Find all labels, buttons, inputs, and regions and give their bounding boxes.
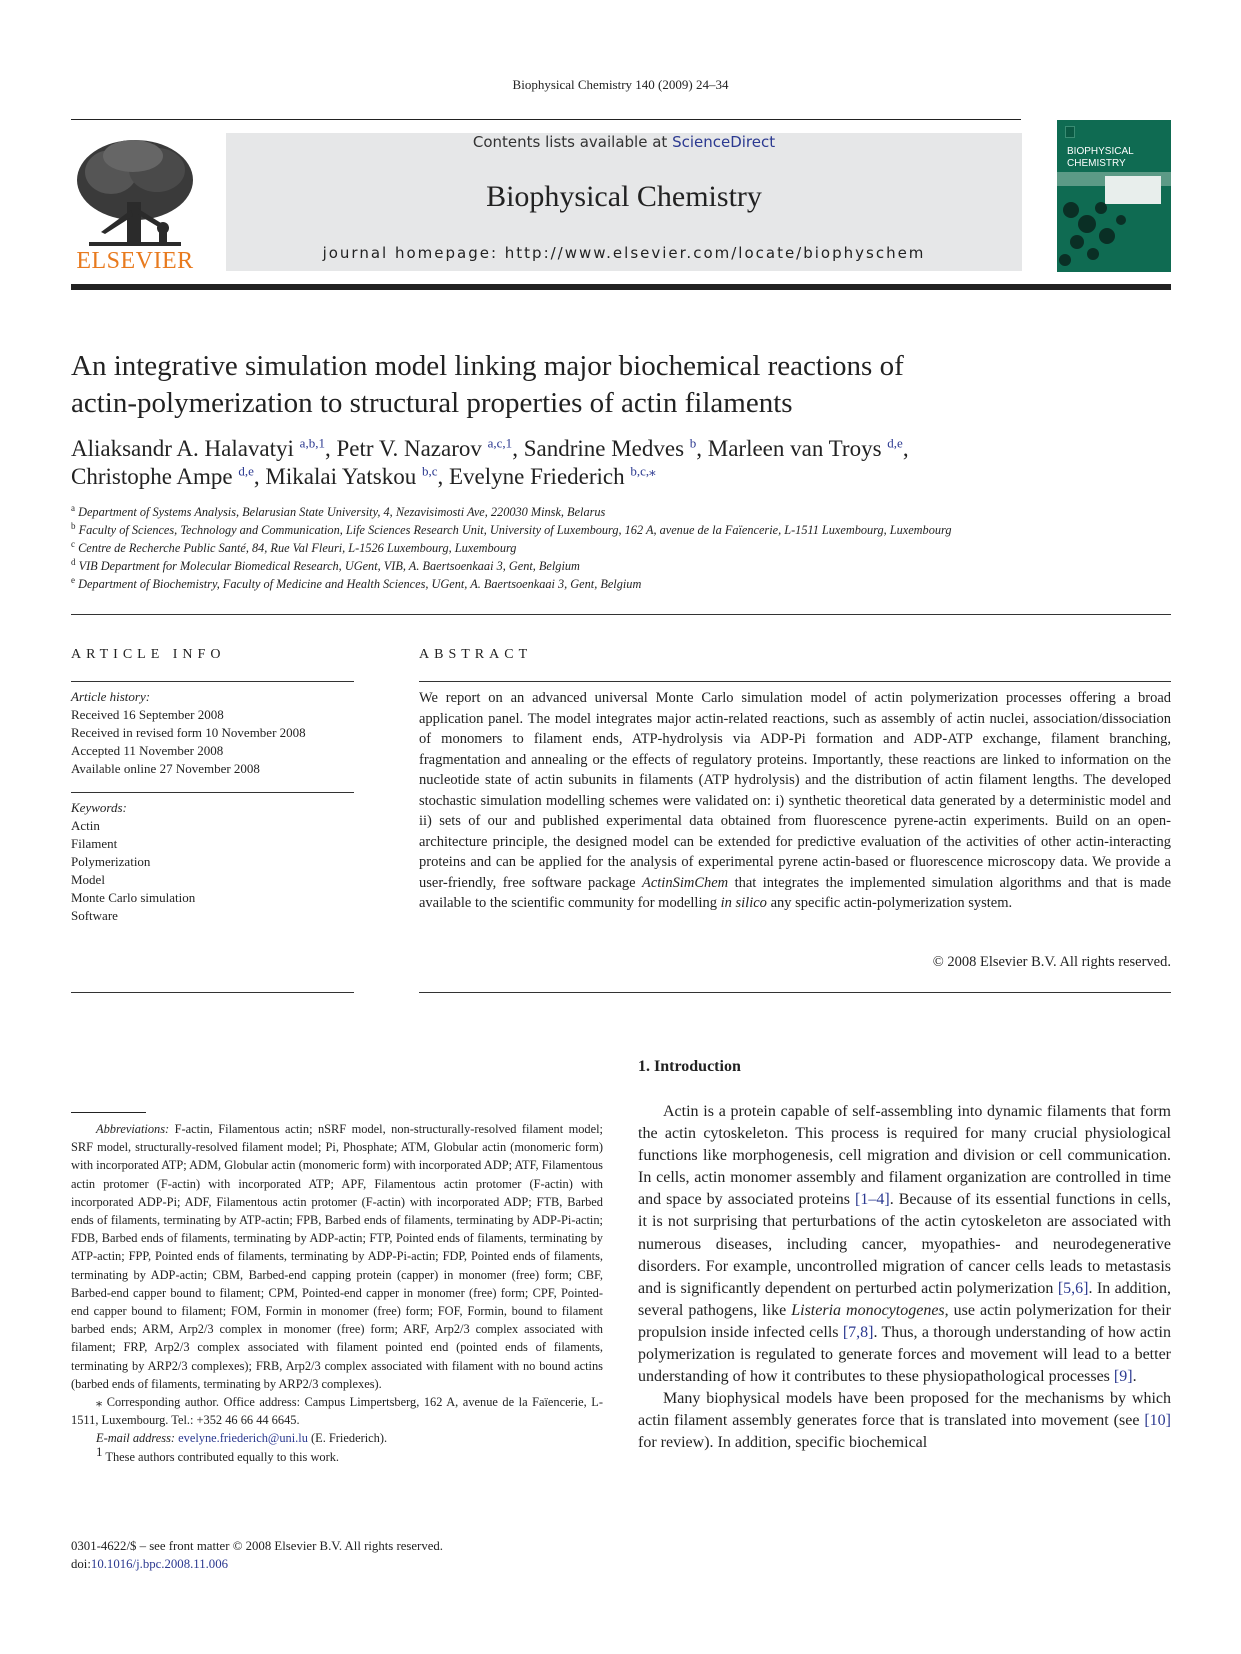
intro-paragraph-2 — [638, 1388, 1171, 1454]
affiliation-mark: c — [71, 538, 75, 549]
footnote-rule — [71, 1112, 146, 1113]
keyword-item: Monte Carlo simulation — [71, 890, 196, 905]
author-affil-mark[interactable]: d,e — [887, 435, 903, 451]
intro-text: , use actin polymerization for their propulsion inside infected cells — [638, 1301, 1171, 1341]
citation-link[interactable]: [1–4] — [855, 1191, 890, 1209]
intro-paragraph-1 — [638, 1101, 1171, 1388]
journal-title: Biophysical Chemistry — [486, 180, 762, 213]
affiliation-b — [71, 520, 1181, 538]
email-link[interactable]: evelyne.friederich@uni.lu — [178, 1431, 308, 1446]
history-received: Received 16 September 2008 — [71, 707, 224, 722]
corresponding-author-footnote: ⁎ Corresponding author. Office address: Campus Limpertsberg, 162 A, avenue de la Faïencerie, L-1511, Luxembourg. Tel.: +352 46 66 44 6645. — [71, 1395, 603, 1428]
doi-label: doi: — [71, 1557, 91, 1571]
abstract-body — [419, 688, 1171, 914]
equal-contribution-text: These authors contributed equally to this work. — [102, 1449, 340, 1464]
author-affil-mark[interactable]: d,e — [238, 463, 254, 479]
keywords-rule — [71, 792, 354, 793]
elsevier-wordmark: ELSEVIER — [76, 248, 194, 274]
author-affil-mark[interactable]: b,c — [421, 463, 438, 479]
article-info-bottom-rule — [71, 992, 354, 993]
footnote-mark: 1 — [96, 1443, 103, 1459]
author-name: Mikalai Yatskou — [265, 464, 417, 489]
title-line-1: An integrative simulation model linking major biochemical reactions of — [71, 350, 904, 382]
author-affil-mark[interactable]: b,c,⁎ — [630, 463, 656, 479]
contents-line — [226, 133, 1022, 151]
keyword-item: Polymerization — [71, 854, 151, 869]
affiliation-mark: b — [71, 520, 76, 531]
affiliation-mark: e — [71, 574, 75, 585]
keyword-item: Actin — [71, 818, 100, 833]
abstract-text: We report on an advanced universal Monte Carlo simulation model of actin polymerization processes offering a broad application panel. The model integrates major actin-related reactions, such as assembly of actin nuclei, association/dissociation of monomers to filament ends, ATP-hydrolysis via ADP-Pi formation and ADP-ATP exchange, filament branching, fragmentation and annealing or the effects of regulatory proteins. Importantly, these reactions are linked to information on the nucleotide state of actin subunits in filaments (ATP hydrolysis) and the distribution of actin filament lengths. The developed stochastic simulation modelling schemes were validated on: i) synthetic theoretical data generated by a deterministic model and ii) sets of our and published experimental data obtained from fluorescence pyrene-actin experiments. Build on an open-architecture principle, the designed model can be extended for predictive evaluation of the activities of other actin-interacting proteins and can be applied for the analysis of experimental pyrene actin-based or fluorescence microscopy data. We provide a user-friendly, free software package — [419, 690, 1171, 891]
article-info-rule — [71, 681, 354, 682]
keyword-item: Filament — [71, 836, 118, 851]
abstract-text: that integrates the implemented simulation algorithms and that is made available to the scientific community for modelling — [419, 874, 1172, 911]
software-name: ActinSimChem — [641, 874, 729, 891]
affiliation-rule — [71, 614, 1171, 615]
article-title — [71, 348, 1071, 422]
author-list-line-2: Christophe Ampe $^{d,e}$, Mikalai Yatskou $^{b,c}$, Evelyne Friederich $^{b,c,⁎}$ — [71, 463, 656, 489]
abbreviations-footnote — [71, 1120, 603, 1393]
running-head: Biophysical Chemistry 140 (2009) 24–34 — [512, 77, 729, 92]
history-online: Available online 27 November 2008 — [71, 761, 260, 776]
keyword-item: Software — [71, 908, 118, 923]
doi-line — [71, 1555, 603, 1573]
affiliation-text: Department of Systems Analysis, Belarusian State University, 4, Nezavisimosti Ave, 220030 Minsk, Belarus — [78, 505, 606, 519]
abbreviations-text: F-actin, Filamentous actin; nSRF model, non-structurally-resolved filament model; SRF model, structurally-resolved filament model; Pi, Phosphate; ATM, Globular actin (monomeric form) with incorporated ATP; ADM, Globular actin (monomeric form) with incorporated ADP; ATF, Filamentous actin protomer (F-actin) with incorporated ATP; APF, Filamentous actin protomer (F-actin) with incorporated ADP-Pi; ADF, Filamentous actin protomer (F-actin) with incorporated ADP; FTB, Barbed ends of filaments, terminating by ATP-actin; FPB, Barbed ends of filaments, terminating by ADP-Pi-actin; FDB, Barbed ends of filaments, terminating by ADP-actin; FTP, Pointed ends of filaments, terminating by ATP-actin; FPP, Pointed ends of filaments, terminating by ADP-Pi-actin; FDP, Pointed ends of filaments, terminating by ADP-actin; CBM, Barbed-end capping protein (capper) in monomer (free) form; CBF, Barbed-end capper bound to filament; CPM, Pointed-end capper in monomer (free) form; CPF, Pointed-end capper bound to filament; FOM, Formin in monomer (free) form; FOF, Formin, bound to filament barbed ends; ARM, Arp2/3 complex in monomer (free) form; ARF, Arp2/3 complex associated with filament; FRP, Arp2/3 complex associated with filament pointed end (pointed ends of filaments, terminating by ARP2/3 complexes); FRB, Arp2/3 complex associated with filament with no bound actins (barbed ends of filaments, terminating by ARP2/3 complexes). — [71, 1122, 603, 1391]
intro-heading: 1. Introduction — [638, 1058, 741, 1075]
journal-homepage-link[interactable]: journal homepage: http://www.elsevier.com/locate/biophyschem — [322, 244, 926, 262]
abstract-copyright: © 2008 Elsevier B.V. All rights reserved. — [932, 954, 1171, 970]
keyword-item: Model — [71, 872, 105, 887]
title-line-2: actin-polymerization to structural properties of actin filaments — [71, 387, 793, 419]
author-list-line-1: Aliaksandr A. Halavatyi $^{a,b,1}$, Petr V. Nazarov $^{a,c,1}$, Sandrine Medves $^b$, Marleen van Troys $^{d,e}$, — [71, 435, 909, 461]
sciencedirect-link[interactable]: ScienceDirect — [672, 133, 776, 151]
header-rule — [71, 119, 1021, 120]
history-label: Article history: — [71, 689, 151, 704]
intro-text: Actin is a protein capable of self-assembling into dynamic filaments that form the actin cytoskeleton. This process is required for many crucial physiological functions like morphogenesis, cell migration and division or cell communication. In cells, actin monomer assembly and filament organization are controlled in time and space by associated proteins — [638, 1103, 1171, 1209]
affiliation-text: VIB Department for Molecular Biomedical Research, UGent, VIB, A. Baertsoenkaai 3, Gent, Belgium — [78, 559, 580, 573]
affiliation-a — [71, 502, 1181, 520]
species-name: Listeria monocytogenes — [791, 1301, 945, 1319]
citation-link[interactable]: [7,8] — [842, 1323, 874, 1341]
affiliation-text: Faculty of Sciences, Technology and Communication, Life Sciences Research Unit, University of Luxembourg, 162 A, avenue de la Faïencerie, L-1511 Luxembourg, Luxembourg — [78, 523, 952, 537]
author-name: Aliaksandr A. Halavatyi — [71, 436, 294, 461]
footnotes — [71, 1120, 603, 1466]
affiliation-d — [71, 556, 1181, 574]
front-matter — [71, 1537, 603, 1573]
history-accepted: Accepted 11 November 2008 — [71, 743, 224, 758]
author-name: Evelyne Friederich — [449, 464, 625, 489]
citation-link[interactable]: [5,6] — [1057, 1279, 1089, 1297]
intro-text: . Because of its essential functions in cells, it is not surprising that perturbations of the actin cytoskeleton are associated with numerous diseases, including cancer, myopathies- and neurodegenerative disorders. For example, uncontrolled migration of cancer cells leads to metastasis and is significantly dependent on perturbed actin polymerization — [638, 1191, 1172, 1297]
abstract-text: any specific actin-polymerization system. — [766, 895, 1013, 911]
affiliation-mark: a — [71, 502, 75, 513]
author-name: Sandrine Medves — [523, 436, 685, 461]
abstract-heading: ABSTRACT — [419, 647, 533, 662]
article-info-heading: ARTICLE INFO — [71, 647, 226, 662]
cover-title: BIOPHYSICAL CHEMISTRY — [1067, 146, 1134, 169]
abstract-bottom-rule — [419, 992, 1171, 993]
banner-rule — [71, 284, 1171, 290]
author-name: Petr V. Nazarov — [336, 436, 482, 461]
affiliation-e — [71, 574, 1181, 592]
affiliation-c — [71, 538, 1181, 556]
affiliation-text: Centre de Recherche Public Santé, 84, Rue Val Fleuri, L-1526 Luxembourg, Luxembourg — [78, 541, 517, 555]
contents-prefix: Contents lists available at — [472, 133, 668, 151]
intro-body — [638, 1101, 1171, 1455]
history-revised: Received in revised form 10 November 2008 — [71, 725, 306, 740]
author-affil-mark[interactable]: a,c,1 — [487, 435, 513, 451]
doi-link[interactable]: 10.1016/j.bpc.2008.11.006 — [90, 1557, 229, 1571]
intro-text: . — [1132, 1368, 1137, 1386]
abbreviations-label: Abbreviations: — [96, 1122, 170, 1136]
journal-cover-thumbnail — [1057, 120, 1171, 272]
intro-text: for review). In addition, specific biochemical — [638, 1434, 928, 1452]
author-name: Marleen van Troys — [707, 436, 882, 461]
author-affil-mark[interactable]: a,b,1 — [299, 435, 325, 451]
front-matter-line: 0301-4622/$ – see front matter © 2008 Elsevier B.V. All rights reserved. — [71, 1539, 443, 1553]
email-suffix: (E. Friederich). — [307, 1431, 388, 1446]
equal-contribution-footnote — [71, 1443, 603, 1466]
author-name: Christophe Ampe — [71, 464, 233, 489]
intro-text: . In addition, several pathogens, like — [638, 1279, 1172, 1319]
affiliation-text: Department of Biochemistry, Faculty of Medicine and Health Sciences, UGent, A. Baertsoenkaai 3, Gent, Belgium — [78, 577, 642, 591]
affiliation-mark: d — [71, 556, 76, 567]
cover-molecule-icon — [1057, 190, 1171, 272]
keywords-label: Keywords: — [71, 800, 127, 815]
abstract-rule — [419, 681, 1171, 682]
citation-link[interactable]: [9] — [1113, 1368, 1133, 1386]
author-affil-mark[interactable]: b — [689, 435, 697, 451]
email-label: E-mail address: — [96, 1431, 176, 1446]
cover-elsevier-mark-icon — [1065, 126, 1075, 138]
intro-text: Many biophysical models have been proposed for the mechanisms by which actin filament assembly generates force that is translated into movement (see — [638, 1390, 1171, 1430]
email-footnote — [71, 1429, 603, 1447]
in-silico-term: in silico — [720, 895, 767, 911]
citation-link[interactable]: [10] — [1144, 1412, 1171, 1430]
intro-text: . Thus, a thorough understanding of how actin polymerization is regulated to generate forces and movement will lead to a better understanding of how it contributes to these physiopathological processes — [638, 1323, 1171, 1386]
